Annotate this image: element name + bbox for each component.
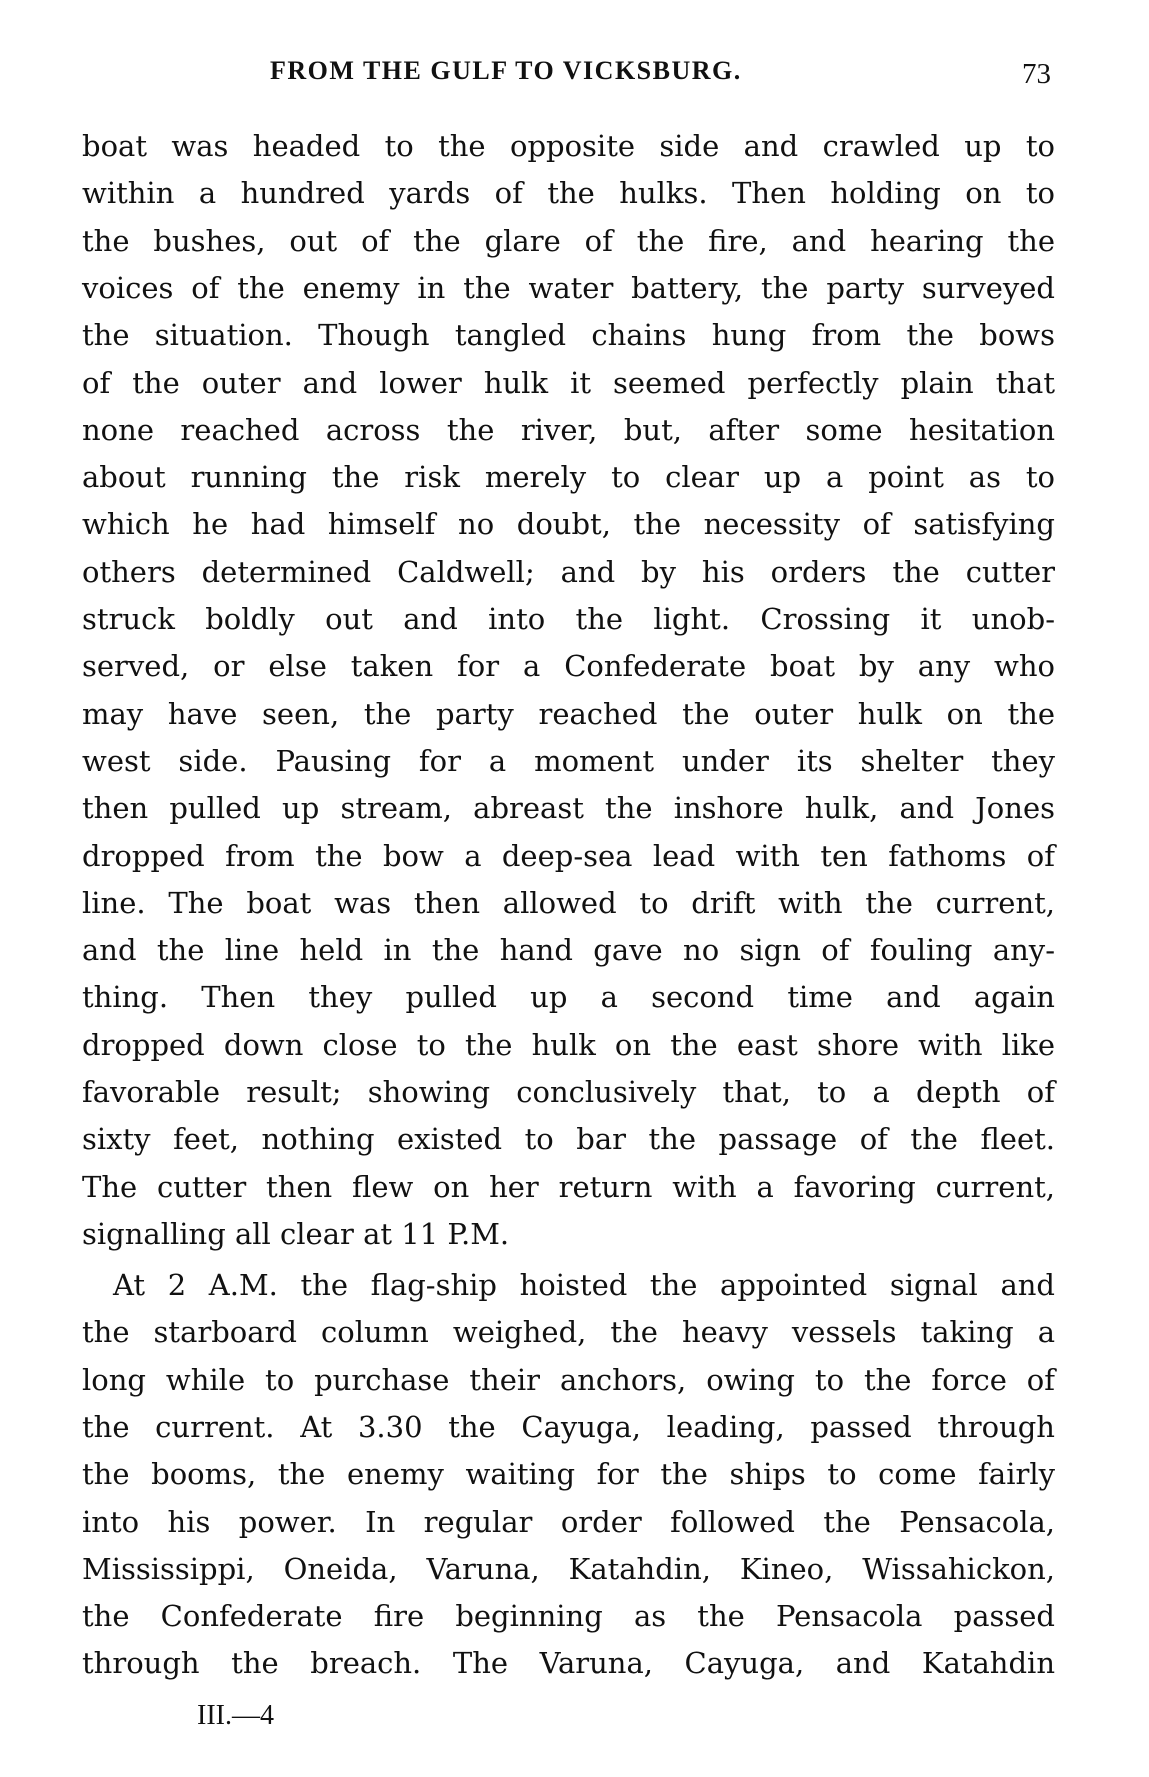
text-line: long while to purchase their anchors, owing to the force of	[82, 1362, 1055, 1397]
text-line: dropped from the bow a deep-sea lead with ten fathoms of	[82, 838, 1055, 873]
text-line: dropped down close to the hulk on the east shore with like	[82, 1027, 1055, 1062]
text-line: the starboard column weighed, the heavy vessels taking a	[82, 1315, 1055, 1350]
text-line: which he had himself no doubt, the necessity of satisfying	[82, 507, 1055, 542]
text-line: within a hundred yards of the hulks. Then holding on to	[82, 176, 1055, 211]
text-line: may have seen, the party reached the outer hulk on the	[82, 696, 1055, 731]
text-line: into his power. In regular order followed the Pensacola,	[82, 1504, 1055, 1539]
text-line: voices of the enemy in the water battery, the party surveyed	[82, 270, 1055, 305]
text-line: struck boldly out and into the light. Crossing it unob-	[82, 602, 1055, 636]
text-line: Mississippi, Oneida, Varuna, Katahdin, Kineo, Wissahickon,	[82, 1551, 1055, 1586]
page-number: 73	[1022, 58, 1051, 90]
text-line: thing. Then they pulled up a second time and again	[82, 980, 1055, 1015]
text-line: the current. At 3.30 the Cayuga, leading, passed through	[82, 1409, 1055, 1444]
text-line: of the outer and lower hulk it seemed perfectly plain that	[82, 365, 1055, 400]
signature-mark: III.—4	[197, 1700, 274, 1731]
text-line: favorable result; showing conclusively that, to a depth of	[82, 1075, 1055, 1109]
text-line: the booms, the enemy waiting for the ships to come fairly	[82, 1457, 1055, 1492]
text-line: then pulled up stream, abreast the inshore hulk, and Jones	[82, 791, 1055, 826]
text-line: The cutter then flew on her return with a favoring current,	[82, 1169, 1055, 1204]
text-line: At 2 A.M. the flag-ship hoisted the appointed signal and	[113, 1268, 1055, 1302]
text-line: served, or else taken for a Confederate boat by any who	[82, 649, 1055, 684]
text-line: west side. Pausing for a moment under its shelter they	[82, 743, 1055, 778]
text-line: none reached across the river, but, after some hesitation	[82, 412, 1055, 447]
text-line: the bushes, out of the glare of the fire, and hearing the	[82, 223, 1055, 258]
text-line: through the breach. The Varuna, Cayuga, and Katahdin	[82, 1646, 1055, 1681]
text-line: sixty feet, nothing existed to bar the passage of the fleet.	[82, 1122, 1055, 1157]
text-line: signalling all clear at 11 P.M.	[82, 1216, 510, 1251]
text-line: and the line held in the hand gave no sign of fouling any-	[82, 933, 1055, 968]
text-line: about running the risk merely to clear up a point as to	[82, 460, 1055, 495]
text-line: line. The boat was then allowed to drift with the current,	[82, 885, 1055, 920]
text-line: boat was headed to the opposite side and crawled up to	[82, 129, 1055, 163]
text-line: the situation. Though tangled chains hung from the bows	[82, 318, 1055, 353]
text-line: the Confederate fire beginning as the Pensacola passed	[82, 1599, 1055, 1634]
running-title: FROM THE GULF TO VICKSBURG.	[270, 56, 742, 85]
text-line: others determined Caldwell; and by his orders the cutter	[82, 554, 1055, 589]
